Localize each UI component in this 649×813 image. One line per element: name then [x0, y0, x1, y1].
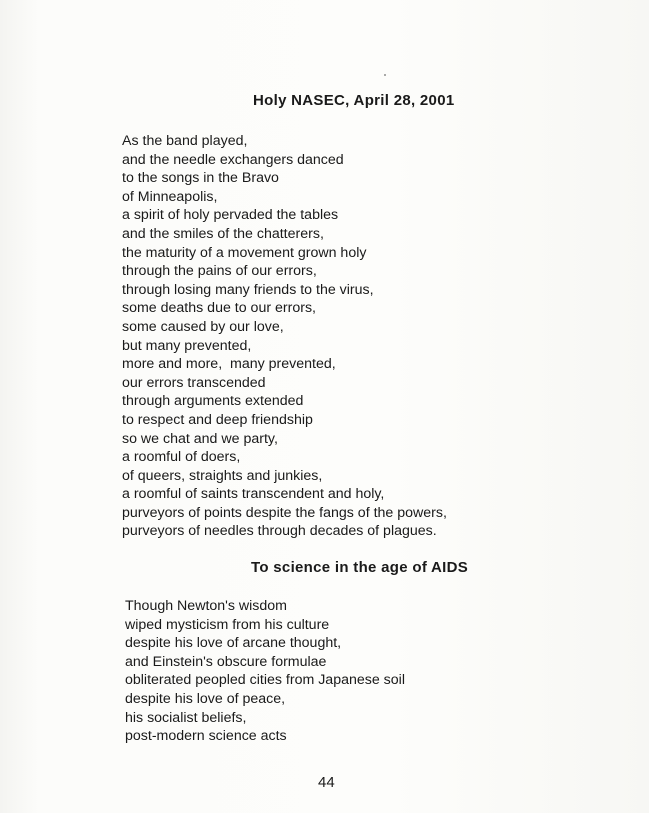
- poem-line: despite his love of peace,: [125, 690, 286, 707]
- poem-line: through losing many friends to the virus,: [122, 281, 374, 298]
- poem-line: through arguments extended: [122, 393, 304, 410]
- poem-2-body: [125, 597, 405, 746]
- poem-line: post-modern science acts: [125, 728, 287, 745]
- poem-line: of Minneapolis,: [122, 188, 218, 205]
- poem-line: a roomful of doers,: [122, 449, 241, 466]
- poem-line: to respect and deep friendship: [122, 411, 313, 428]
- poem-line: Though Newton's wisdom: [125, 598, 287, 614]
- poem-line: and the needle exchangers danced: [122, 151, 344, 168]
- poem-1-title: Holy NASEC, April 28, 2001: [253, 92, 455, 109]
- poem-line: and the smiles of the chatterers,: [122, 225, 324, 242]
- poem-line: obliterated peopled cities from Japanese soil: [125, 672, 405, 689]
- poem-line: his socialist beliefs,: [125, 709, 247, 726]
- poem-line: some caused by our love,: [122, 318, 284, 335]
- poem-line: more and more, many prevented,: [122, 356, 336, 373]
- poem-line: through the pains of our errors,: [122, 263, 317, 280]
- poem-line: of queers, straights and junkies,: [122, 467, 323, 484]
- poem-line: wiped mysticism from his culture: [125, 616, 330, 633]
- poem-line: but many prevented,: [122, 337, 252, 354]
- poem-line: As the band played,: [122, 133, 248, 149]
- poem-line: purveyors of points despite the fangs of the powers,: [122, 504, 447, 521]
- poem-2-title: To science in the age of AIDS: [251, 559, 469, 576]
- page-number: 44: [318, 774, 335, 791]
- poem-line: some deaths due to our errors,: [122, 300, 316, 317]
- paper-speck: [384, 74, 386, 76]
- poem-line: a spirit of holy pervaded the tables: [122, 207, 339, 224]
- poem-line: to the songs in the Bravo: [122, 170, 279, 187]
- poem-line: a roomful of saints transcendent and holy,: [122, 486, 385, 503]
- poem-line: and Einstein's obscure formulae: [125, 653, 327, 670]
- poem-line: purveyors of needles through decades of plagues.: [122, 523, 437, 540]
- poem-line: so we chat and we party,: [122, 430, 278, 447]
- poem-line: despite his love of arcane thought,: [125, 635, 342, 652]
- poem-line: our errors transcended: [122, 374, 266, 391]
- poem-1-body: [122, 132, 447, 541]
- poem-line: the maturity of a movement grown holy: [122, 244, 367, 261]
